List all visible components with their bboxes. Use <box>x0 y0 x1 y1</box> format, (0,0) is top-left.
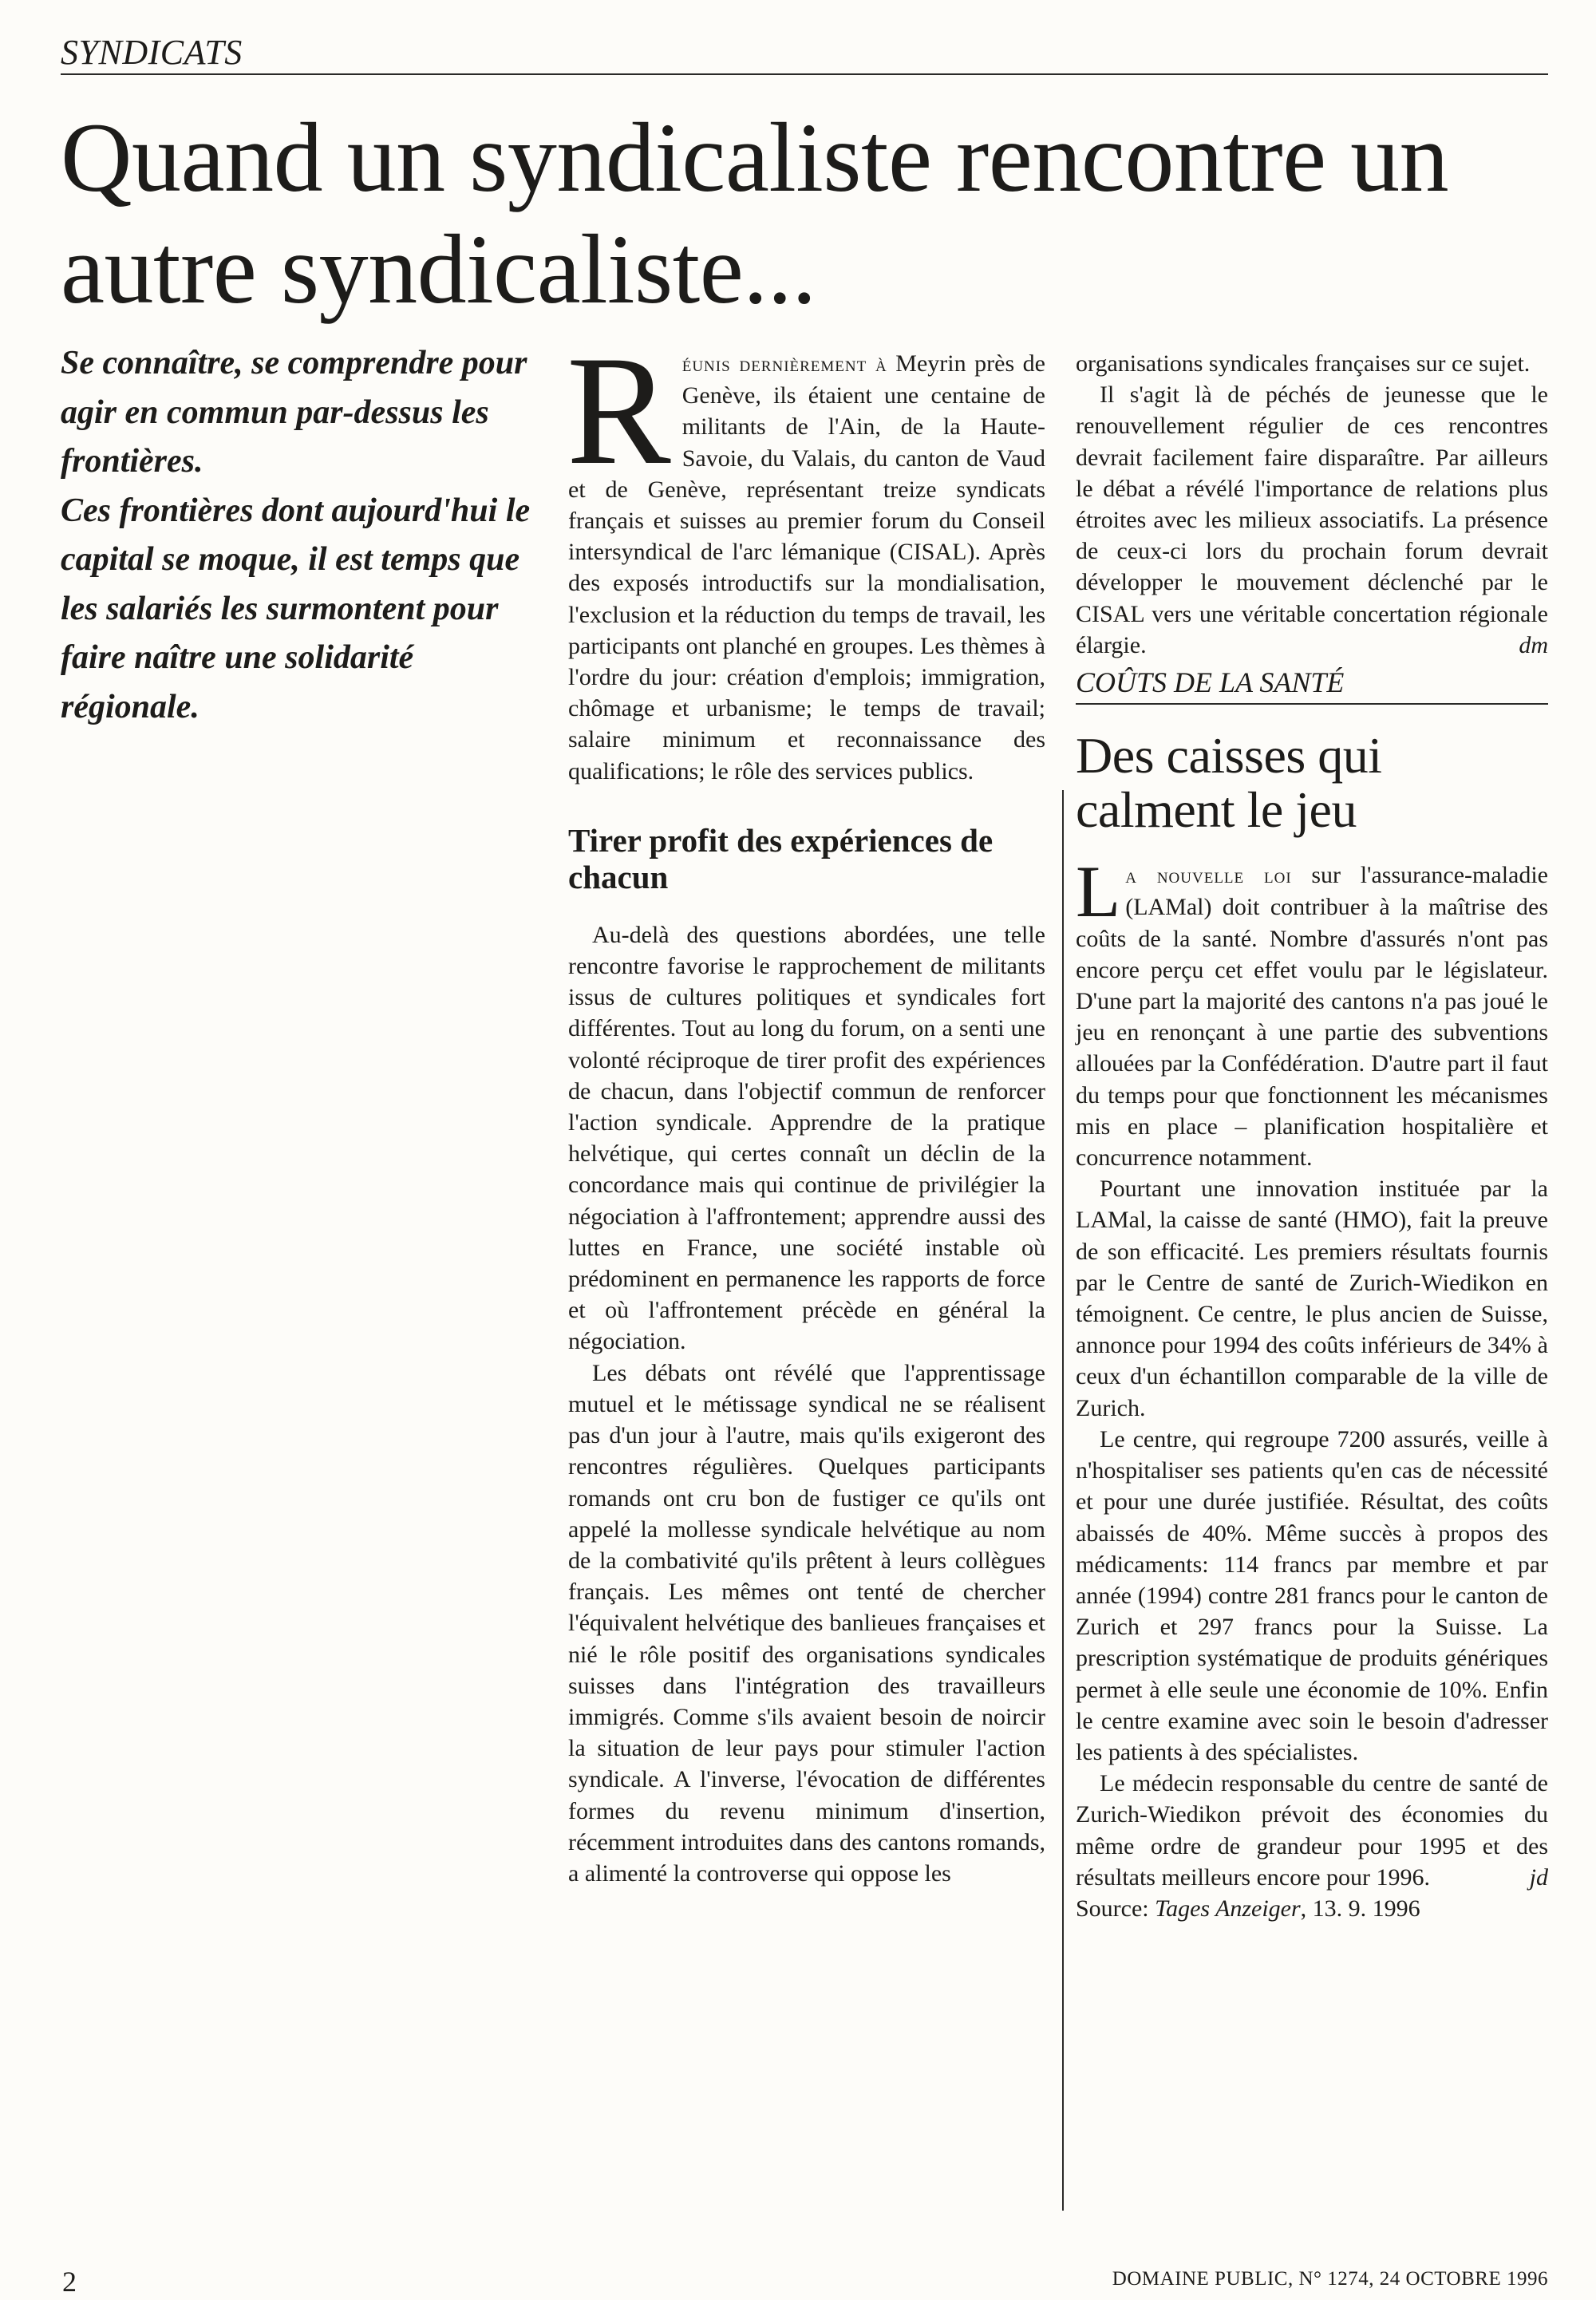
opening-small-caps: éunis dernièrement à <box>681 352 887 376</box>
sidebar-paragraph: Pourtant une innovation instituée par la LAMal, la caisse de santé (HMO), fait la preuve de son efficacité. Les premiers résultats fournis par le Centre de santé de Zurich-Wiedikon en témoignent. Ce centre, le plus ancien de Suisse, annonce pour 1994 des coûts inférieurs de 34% à ceux d'un échantillon comparable de la ville de Zurich. <box>1076 1176 1548 1421</box>
article-paragraph: Les débats ont révélé que l'apprentissage mutuel et le métissage syndical ne se réalisent pas d'un jour à l'autre, mais qu'ils exigeront des rencontres régulières. Quelques participants romands ont cru bon de fustiger ce qu'ils ont appelé la mollesse syndicale helvétique au nom de la combativité qu'ils prêtent à leurs collègues français. Les mêmes ont tenté de chercher l'équivalent helvétique des banlieues françaises et nié le rôle positif des organisations syndicales suisses dans l'intégration des travailleurs immigrés. Comme s'ils avaient besoin de noircir la situation de leur pays pour stimuler l'action syndicale. A l'inverse, l'évocation de différentes formes du revenu minimum d'insertion, récemment introduites dans des cantons romands, a alimenté la controverse qui oppose les <box>568 1359 1045 1887</box>
sidebar-vertical-rule <box>1062 790 1064 2211</box>
page-number: 2 <box>62 2266 77 2298</box>
footer-publication: DOMAINE PUBLIC, N° 1274, 24 OCTOBRE 1996 <box>1112 2268 1548 2290</box>
drop-cap: R <box>567 324 671 497</box>
article-column-main <box>567 324 1045 1889</box>
article-opening <box>567 324 1045 787</box>
article-closing: Il s'agit là de péchés de jeunesse que le renouvellement régulier de ces rencontres devrait facilement faire disparaître. Par ailleurs le débat a révélé l'importance de relations plus étroites avec les milieux associatifs. La présence de ceux-ci lors du prochain forum devrait développer le mouvement déclenché par le CISAL vers une véritable concertation régionale élargie. dm <box>1076 379 1548 661</box>
sidebar-source: Source: Tages Anzeiger, 13. 9. 1996 <box>1076 1895 1420 1922</box>
source-publication: Tages Anzeiger <box>1155 1895 1301 1922</box>
sidebar-opening <box>1076 851 1548 1173</box>
sidebar-paragraph: Le médecin responsable du centre de santé de Zurich-Wiedikon prévoit des économies du même ordre de grandeur pour 1995 et des résultats meilleurs encore pour 1996. jd <box>1076 1768 1548 1893</box>
section-rubric: SYNDICATS <box>61 33 243 72</box>
opening-text: Meyrin près de Genève, ils étaient une centaine de militants de l'Ain, de la Haute-Savoie, du Valais, du canton de Vaud et de Genève, représentant treize syndicats français et suisses au premier forum du Conseil intersyndical de l'arc lémanique (CISAL). Après des exposés introductifs sur la mondialisation, l'exclusion et la réduction du temps de travail, les participants ont planché en groupes. Les thèmes à l'ordre du jour: création d'emplois; immigration, chômage et urbanisme; le temps de travail; salaire minimum et reconnaissance des qualifications; le rôle des services publics. <box>568 350 1045 784</box>
article-signature: dm <box>1519 631 1548 658</box>
article-lead <box>61 339 539 732</box>
article-subhead: Tirer profit des expériences de chacun <box>568 821 994 895</box>
sidebar-opening-text: sur l'assurance-maladie (LAMal) doit contribuer à la maîtrise des coûts de la santé. Nombre d'assurés n'ont pas encore perçu cet effet voulu par le législateur. D'une part la majorité des cantons n'a pas joué le jeu en renonçant à une partie des subventions allouées par la Confédération. D'autre part il faut du temps pour que fonctionnent les mécanismes mis en place – planification hospitalière et concurrence notamment. <box>1076 862 1548 1172</box>
article-continuation: organisations syndicales françaises sur ce sujet. <box>1076 350 1531 377</box>
sidebar-rubric: COÛTS DE LA SANTÉ <box>1076 666 1345 699</box>
header-rule <box>61 73 1548 75</box>
sidebar-title: Des caisses qui calment le jeu <box>1076 727 1382 839</box>
sidebar-signature: jd <box>1529 1863 1548 1891</box>
article-column-right <box>1076 348 1548 1924</box>
lead-paragraph: Ces frontières dont aujourd'hui le capital se moque, il est temps que les salariés les surmontent pour faire naître une solidarité régionale. <box>61 492 531 725</box>
sidebar-rule <box>1076 703 1548 705</box>
article-paragraph: Au-delà des questions abordées, une telle rencontre favorise le rapprochement de militants issus de cultures politiques et syndicales fort différentes. Tout au long du forum, on a senti une volonté réciproque de tirer profit des expériences de chacun, dans l'objectif commun de renforcer l'action syndicale. Apprendre de la pratique helvétique, qui certes connaît un déclin de la concordance mais qui continue de privilégier la négociation à l'affrontement; apprendre aussi des luttes en France, une société instable où prédominent en permanence les rapports de force et où l'affrontement précède en général la négociation. <box>568 921 1045 1355</box>
lead-paragraph: Se connaître, se comprendre pour agir en commun par-dessus les frontières. <box>61 345 527 480</box>
article-title: Quand un syndicaliste rencontre un autre syndicaliste... <box>61 103 1449 325</box>
sidebar-small-caps: a nouvelle loi <box>1125 863 1292 888</box>
sidebar-drop-cap: L <box>1076 851 1121 933</box>
sidebar-paragraph: Le centre, qui regroupe 7200 assurés, veille à n'hospitaliser ses patients qu'en cas de nécessité et pour une durée justifiée. Résultat, des coûts abaissés de 40%. Même succès à propos des médicaments: 114 francs par membre et par année (1994) contre 281 francs pour le canton de Zurich et 297 francs pour la Suisse. La prescription systématique de produits génériques permet à elle seule une économie de 10%. Enfin le centre examine avec soin le besoin d'adresser les patients à des spécialistes. <box>1076 1425 1548 1765</box>
